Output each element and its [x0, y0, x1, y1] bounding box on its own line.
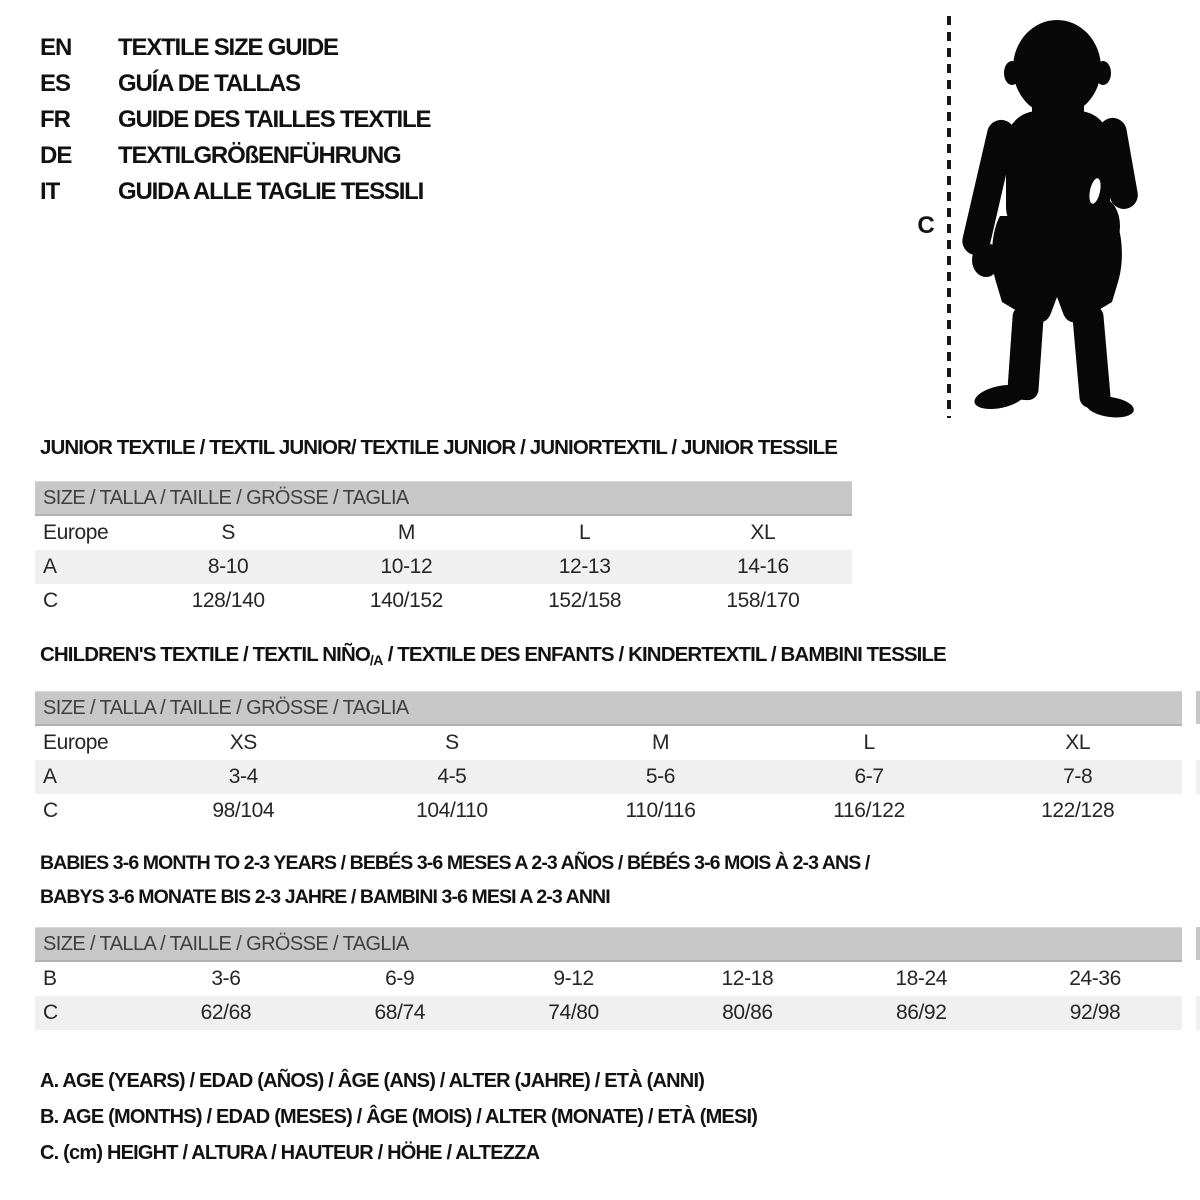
table-cell: 110/116 [625, 799, 696, 822]
table-cell: M [397, 521, 415, 544]
table-cell: 12-18 [721, 967, 774, 990]
table-cell: 6-7 [854, 765, 884, 788]
language-row [40, 30, 430, 66]
table-cell: 9-12 [553, 967, 594, 990]
table-cell: 4-5 [437, 765, 467, 788]
table-row [35, 962, 1182, 996]
language-row [40, 102, 430, 138]
row-label: B [43, 967, 57, 990]
table-row [35, 996, 1182, 1030]
language-code: ES [40, 70, 71, 97]
table-cell: 74/80 [548, 1001, 599, 1024]
table-cell: 116/122 [833, 799, 905, 822]
table-edge-sliver [1196, 927, 1200, 960]
guide-title: GUÍA DE TALLAS [118, 70, 300, 97]
guide-title: TEXTILE SIZE GUIDE [118, 34, 338, 61]
guide-title: GUIDE DES TAILLES TEXTILE [118, 106, 431, 133]
section-title-babies-line2: BABYS 3-6 MONATE BIS 2-3 JAHRE / BAMBINI 3-6 MESI A 2-3 ANNI [40, 886, 610, 908]
table-cell: 62/68 [200, 1001, 252, 1024]
table-cell: 7-8 [1063, 765, 1093, 788]
table-cell: 3-4 [228, 765, 258, 788]
table-header-bar: SIZE / TALLA / TAILLE / GRÖSSE / TAGLIA [35, 927, 1182, 962]
table-cell: L [578, 521, 591, 544]
table-cell: L [863, 731, 875, 754]
table-cell: 6-9 [385, 967, 415, 990]
table-cell: XS [229, 731, 257, 754]
table-cell: 158/170 [726, 589, 800, 612]
table-cell: 98/104 [212, 799, 275, 822]
table-cell: 122/128 [1041, 799, 1115, 822]
table-edge-sliver [1196, 760, 1200, 794]
language-code: IT [40, 178, 60, 205]
language-code: FR [40, 106, 70, 133]
table-row [35, 516, 852, 550]
footnote-c: C. (cm) HEIGHT / ALTURA / HAUTEUR / HÖHE / ALTEZZA [40, 1142, 540, 1164]
table-row [35, 550, 852, 584]
table-row [35, 726, 1182, 760]
table-cell: S [221, 521, 235, 544]
row-label: C [43, 1001, 58, 1024]
table-header-bar: SIZE / TALLA / TAILLE / GRÖSSE / TAGLIA [35, 481, 852, 516]
table-cell: 24-36 [1069, 967, 1121, 990]
height-measure-dashed-line [947, 16, 951, 418]
section-title-junior: JUNIOR TEXTILE / TEXTIL JUNIOR/ TEXTILE JUNIOR / JUNIORTEXTIL / JUNIOR TESSILE [40, 436, 837, 459]
row-label: A [43, 555, 57, 578]
table-cell: XL [750, 521, 776, 544]
section-title-babies-line1: BABIES 3-6 MONTH TO 2-3 YEARS / BEBÉS 3-6 MESES A 2-3 AÑOS / BÉBÉS 3-6 MOIS À 2-3 ANS / [40, 852, 870, 874]
table-cell: 104/110 [416, 799, 488, 822]
toddler-silhouette-icon [962, 16, 1140, 418]
section-title-subscript: /A [369, 652, 383, 668]
table-cell: 86/92 [895, 1001, 947, 1024]
section-title-children [40, 643, 946, 668]
height-measure-label: C [917, 212, 935, 239]
table-cell: 92/98 [1069, 1001, 1121, 1024]
table-cell: 18-24 [895, 967, 948, 990]
babies-size-table [35, 927, 1182, 1030]
row-label: C [43, 589, 58, 612]
language-row [40, 66, 430, 102]
table-row [35, 584, 852, 618]
table-cell: 8-10 [207, 555, 249, 578]
table-cell: 3-6 [211, 967, 241, 990]
table-cell: 68/74 [374, 1001, 426, 1024]
table-cell: 80/86 [722, 1001, 773, 1024]
table-cell: XL [1065, 731, 1091, 754]
table-row [35, 760, 1182, 794]
table-cell: 152/158 [548, 589, 622, 612]
table-cell: 14-16 [737, 555, 789, 578]
language-title-list [40, 30, 430, 210]
section-title-text: CHILDREN'S TEXTILE / TEXTIL NIÑO [40, 643, 370, 666]
table-header-bar: SIZE / TALLA / TAILLE / GRÖSSE / TAGLIA [35, 691, 1182, 726]
table-cell: 12-13 [558, 555, 611, 578]
row-label: Europe [43, 521, 109, 544]
row-label: A [43, 765, 57, 788]
table-cell: 140/152 [369, 589, 443, 612]
guide-title: TEXTILGRÖßENFÜHRUNG [118, 142, 401, 169]
language-code: EN [40, 34, 72, 61]
language-code: DE [40, 142, 72, 169]
table-row [35, 794, 1182, 828]
footnote-b: B. AGE (MONTHS) / EDAD (MESES) / ÂGE (MOIS) / ALTER (MONATE) / ETÀ (MESI) [40, 1106, 758, 1128]
guide-title: GUIDA ALLE TAGLIE TESSILI [118, 178, 424, 205]
table-cell: 10-12 [380, 555, 433, 578]
table-cell: S [445, 731, 459, 754]
table-edge-sliver [1196, 996, 1200, 1030]
row-label: Europe [43, 731, 109, 754]
table-cell: 128/140 [191, 589, 265, 612]
row-label: C [43, 799, 58, 822]
language-row [40, 174, 430, 210]
table-cell: M [651, 731, 670, 754]
table-cell: 5-6 [645, 765, 676, 788]
section-title-text: / TEXTILE DES ENFANTS / KINDERTEXTIL / BAMBINI TESSILE [382, 643, 946, 666]
junior-size-table [35, 481, 852, 618]
footnote-a: A. AGE (YEARS) / EDAD (AÑOS) / ÂGE (ANS) / ALTER (JAHRE) / ETÀ (ANNI) [40, 1070, 705, 1092]
children-size-table [35, 691, 1182, 828]
language-row [40, 138, 430, 174]
table-edge-sliver [1196, 691, 1200, 724]
